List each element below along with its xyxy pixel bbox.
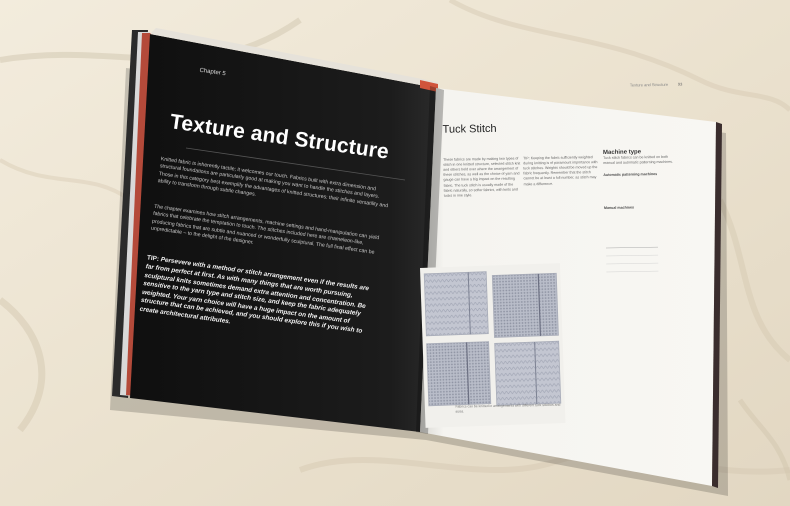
right-page-text	[430, 81, 716, 446]
tip-label: TIP:	[146, 254, 160, 264]
machine-type-heading: Machine type	[602, 149, 642, 156]
column-3	[603, 150, 674, 211]
left-page-text	[110, 50, 418, 443]
tip-paragraph	[139, 255, 377, 347]
tip-text: Persevere with a method or stitch arrangement even if the results are far from perfect at first. As with many things that are worth pursuing, sculptural knits sometimes demand extra attention and concentration. Be sensitive to the yarn type and stitch size, and keep the fabric adequately weighted. Your yarn choice will have a huge impact on the amount of structure that can be achieved, and you should explore this if you wish to create architectural attributes.	[139, 256, 370, 336]
photo-caption: Fabrics can be knitted in arrangements with different tuck stitches and sizes.	[455, 403, 561, 414]
column-1-text: These fabrics are made by making two types of stitch in one knitted structure, selected stitch knit and others held over where the arrangement of these stitches, as well as the choice of yarn and gauge can have a big impact on the resulting fabric. The tuck stitch is usually made of the fabric naturally, so softer fabrics, with knits and tucks in one style.	[443, 156, 521, 198]
second-paragraph: The chapter examines how stitch arrangements, machine settings and hand-manipulation can yield fabrics that celebrate the temptation to touch. The stitches included here are chameleon-like, producing fabrics that are subtle and nuanced or wonderfully sculptural. The full final effect can be unpredictable – to the delight of the designer.	[150, 203, 380, 256]
automatic-machines-heading: Automatic patterning machines	[603, 171, 658, 177]
chapter-title: Texture and Structure	[168, 110, 391, 164]
manual-machines-heading: Manual machines	[603, 205, 634, 210]
machine-type-text: Tuck stitch fabrics can be knitted on both manual and automatic patterning machines.	[603, 155, 673, 166]
page-number: 93	[677, 81, 683, 87]
intro-paragraph: Knitted fabric is inherently tactile; it welcomes our touch. Fabrics built with extra dimension and structural foundations are particularly good at making you want to handle the stitches and layers. Those in this category best exemplify the advantages of knitted structures: their infinite versatility and ability to transform through subtle changes.	[157, 156, 389, 209]
running-header: Texture and Structure	[629, 81, 669, 88]
section-title: Tuck Stitch	[442, 122, 497, 136]
column-2-tip: TIP: Keeping the fabric sufficiently weighted during knitting is of paramount importance with tuck stitches. Weights should be moved up the fabric frequently. Remember that the stitch cannot be at least a full number, as stitch may make a difference.	[523, 154, 598, 186]
chapter-label: Chapter 5	[199, 67, 227, 78]
